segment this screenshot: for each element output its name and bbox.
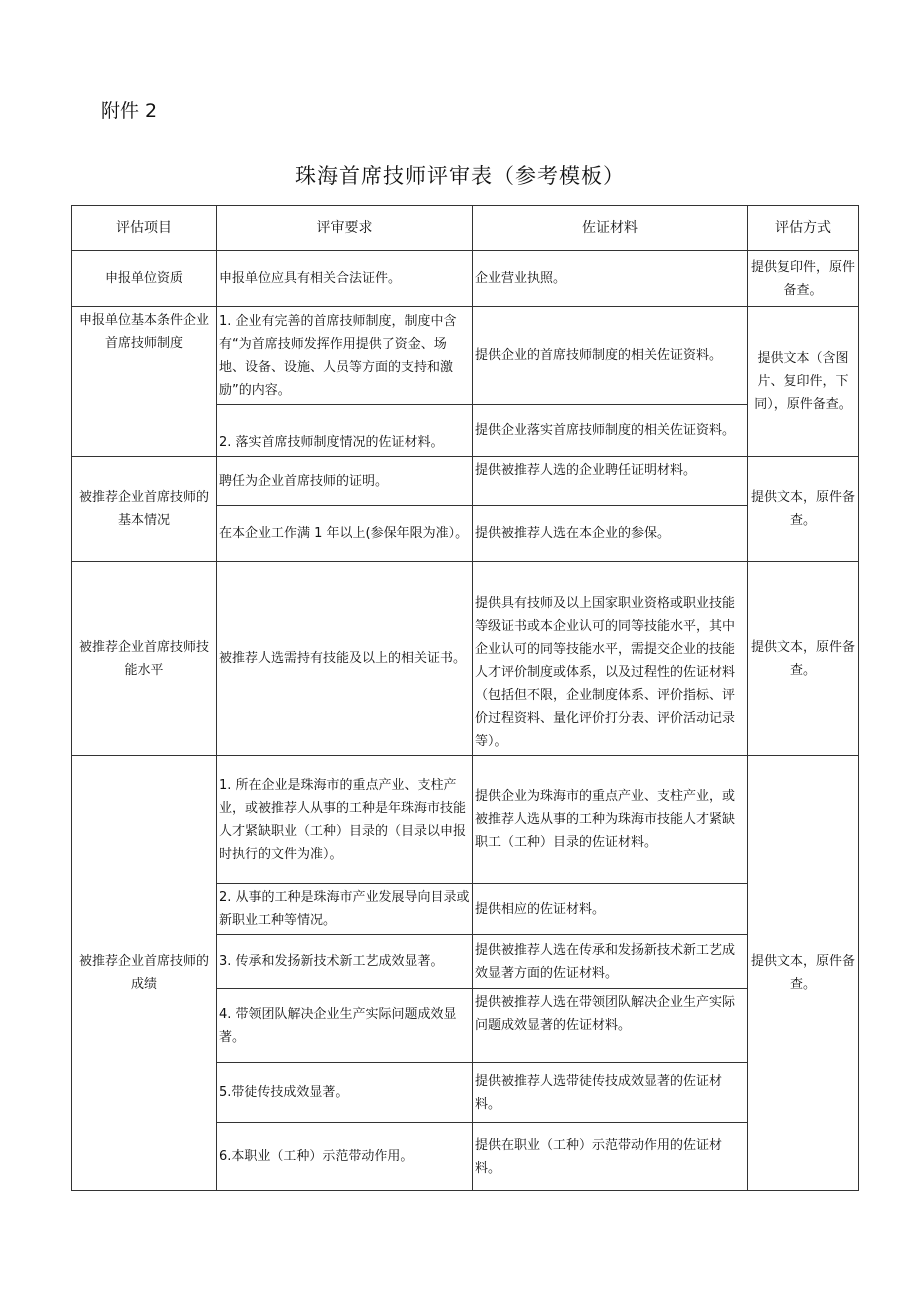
cell-material: 提供被推荐人选带徒传技成效显著的佐证材料。	[473, 1063, 748, 1123]
cell-method: 提供文本，原件备查。	[748, 756, 859, 1191]
cell-method: 提供复印件，原件备查。	[748, 251, 859, 307]
cell-requirement: 1. 企业有完善的首席技师制度，制度中含有“为首席技师发挥作用提供了资金、场地、设备、设施、人员等方面的支持和激励”的内容。	[217, 307, 473, 405]
cell-requirement: 2. 落实首席技师制度情况的佐证材料。	[217, 405, 473, 457]
cell-material: 提供在职业（工种）示范带动作用的佐证材料。	[473, 1123, 748, 1191]
cell-method: 提供文本，原件备查。	[748, 457, 859, 562]
cell-project: 被推荐企业首席技师的成绩	[72, 756, 217, 1191]
cell-material: 提供企业落实首席技师制度的相关佐证资料。	[473, 405, 748, 457]
cell-project: 申报单位资质	[72, 251, 217, 307]
cell-method: 提供文本，原件备查。	[748, 562, 859, 756]
table-row	[72, 562, 859, 756]
cell-material: 提供具有技师及以上国家职业资格或职业技能等级证书或本企业认可的同等技能水平，其中企业认可的同等技能水平，需提交企业的技能人才评价制度或体系，以及过程性的佐证材料（包括但不限，企业制度体系、评价指标、评价过程资料、量化评价打分表、评价活动记录等）。	[473, 562, 748, 756]
cell-project: 被推荐企业首席技师的基本情况	[72, 457, 217, 562]
table-row	[72, 307, 859, 405]
cell-requirement: 1. 所在企业是珠海市的重点产业、支柱产业，或被推荐人从事的工种是年珠海市技能人才紧缺职业（工种）目录的（目录以申报时执行的文件为准）。	[217, 756, 473, 884]
cell-requirement: 6.本职业（工种）示范带动作用。	[217, 1123, 473, 1191]
cell-requirement: 4. 带领团队解决企业生产实际问题成效显著。	[217, 989, 473, 1063]
cell-requirement: 被推荐人选需持有技能及以上的相关证书。	[217, 562, 473, 756]
cell-material: 提供相应的佐证材料。	[473, 884, 748, 935]
attachment-label: 附件 2	[101, 100, 158, 122]
cell-requirement: 5.带徒传技成效显著。	[217, 1063, 473, 1123]
cell-requirement: 聘任为企业首席技师的证明。	[217, 457, 473, 506]
cell-project: 被推荐企业首席技师技能水平	[72, 562, 217, 756]
cell-material: 提供被推荐人选在传承和发扬新技术新工艺成效显著方面的佐证材料。	[473, 935, 748, 989]
cell-requirement: 在本企业工作满 1 年以上(参保年限为准）。	[217, 506, 473, 562]
table-row	[72, 251, 859, 307]
header-method: 评估方式	[748, 206, 859, 251]
cell-requirement: 2. 从事的工种是珠海市产业发展导向目录或新职业工种等情况。	[217, 884, 473, 935]
header-project: 评估项目	[72, 206, 217, 251]
cell-method: 提供文本（含图片、复印件，下同），原件备查。	[748, 307, 859, 457]
cell-material: 提供被推荐人选的企业聘任证明材料。	[473, 457, 748, 506]
cell-material: 提供企业为珠海市的重点产业、支柱产业，或被推荐人选从事的工种为珠海市技能人才紧缺职工（工种）目录的佐证材料。	[473, 756, 748, 884]
review-table	[71, 205, 859, 1191]
header-material: 佐证材料	[473, 206, 748, 251]
cell-requirement: 3. 传承和发扬新技术新工艺成效显著。	[217, 935, 473, 989]
table-header-row	[72, 206, 859, 251]
page-title: 珠海首席技师评审表（参考模板）	[295, 164, 625, 188]
header-requirement: 评审要求	[217, 206, 473, 251]
cell-material: 提供被推荐人选在本企业的参保。	[473, 506, 748, 562]
cell-requirement: 申报单位应具有相关合法证件。	[217, 251, 473, 307]
cell-project: 申报单位基本条件企业首席技师制度	[72, 307, 217, 457]
cell-material: 企业营业执照。	[473, 251, 748, 307]
cell-material: 提供企业的首席技师制度的相关佐证资料。	[473, 307, 748, 405]
table-row	[72, 756, 859, 884]
cell-material: 提供被推荐人选在带领团队解决企业生产实际问题成效显著的佐证材料。	[473, 989, 748, 1063]
table-row	[72, 457, 859, 506]
